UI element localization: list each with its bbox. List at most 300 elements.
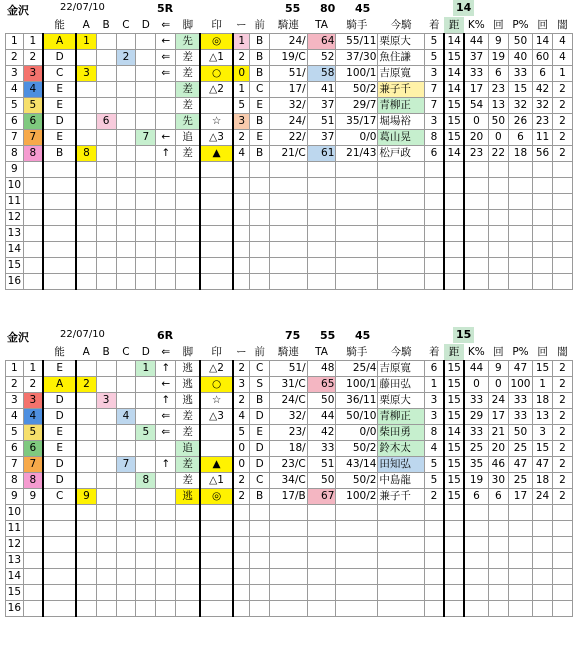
table-row[interactable]	[6, 34, 573, 50]
ability	[43, 194, 76, 210]
p-percent	[508, 569, 532, 585]
column-header-ta-score: TA	[315, 345, 328, 358]
pre-rank: C	[250, 361, 270, 377]
jockey-name	[378, 505, 424, 521]
table-row[interactable]	[6, 146, 573, 162]
empty-row	[6, 521, 573, 537]
pre-rank	[250, 178, 270, 194]
col-d	[136, 194, 156, 210]
race-number: 6R	[157, 329, 174, 342]
ta-score	[307, 537, 336, 553]
dark: 2	[553, 114, 573, 130]
column-header-prediction-mark: 印	[211, 18, 222, 31]
col-a	[76, 162, 96, 178]
k-percent	[464, 178, 488, 194]
p-percent: 47	[508, 361, 532, 377]
jockey-combo	[270, 242, 308, 258]
ability: A	[43, 377, 76, 393]
prediction-mark	[200, 521, 233, 537]
col-d	[136, 377, 156, 393]
col-b	[96, 553, 116, 569]
jockey-record: 50/2	[336, 82, 378, 98]
p-percent: 33	[508, 66, 532, 82]
p-percent	[508, 226, 532, 242]
col-b	[96, 194, 116, 210]
col-a	[76, 274, 96, 290]
prediction-mark	[200, 425, 233, 441]
venue-name: 金沢	[7, 331, 29, 344]
leg-style: 逃	[176, 361, 200, 377]
p-percent: 47	[508, 457, 532, 473]
column-header-ability: 能	[54, 18, 65, 31]
waku-no: 7	[23, 130, 43, 146]
jockey-combo: 51/	[270, 361, 308, 377]
finish	[424, 178, 444, 194]
col-b	[96, 585, 116, 601]
dark	[553, 521, 573, 537]
score-1: 75	[285, 329, 301, 342]
col-d: 1	[136, 361, 156, 377]
m1: 3	[233, 114, 250, 130]
count-1	[488, 258, 508, 274]
p-percent: 40	[508, 50, 532, 66]
col-d	[136, 34, 156, 50]
p-percent	[508, 258, 532, 274]
column-header-finish: 着	[429, 345, 440, 358]
col-a: 9	[76, 489, 96, 505]
dark	[553, 210, 573, 226]
horse-no: 4	[6, 409, 24, 425]
empty-row	[6, 162, 573, 178]
jockey-name: 吉原寛	[378, 361, 424, 377]
finish: 6	[424, 146, 444, 162]
p-percent: 100	[508, 377, 532, 393]
arrow	[156, 569, 176, 585]
col-c	[116, 146, 136, 162]
jockey-record	[336, 601, 378, 617]
jockey-combo	[270, 210, 308, 226]
col-c	[116, 114, 136, 130]
col-a: 2	[76, 377, 96, 393]
race-table	[5, 17, 573, 290]
horse-no: 2	[6, 50, 24, 66]
m1	[233, 274, 250, 290]
count-1	[488, 242, 508, 258]
count-1	[488, 226, 508, 242]
empty-row	[6, 601, 573, 617]
prediction-mark: ☆	[200, 393, 233, 409]
leg-style: 差	[176, 409, 200, 425]
jockey-name: 柴田勇	[378, 425, 424, 441]
col-b	[96, 130, 116, 146]
pre-rank	[250, 585, 270, 601]
horse-no: 9	[6, 162, 24, 178]
pre-rank	[250, 242, 270, 258]
waku-no	[23, 274, 43, 290]
ability	[43, 505, 76, 521]
finish: 2	[424, 489, 444, 505]
jockey-name	[378, 178, 424, 194]
distance	[444, 162, 464, 178]
jockey-combo	[270, 162, 308, 178]
table-row[interactable]	[6, 409, 573, 425]
finish: 3	[424, 66, 444, 82]
column-header-col-c: C	[122, 345, 130, 358]
venue-name: 金沢	[7, 4, 29, 17]
jockey-combo	[270, 178, 308, 194]
prediction-mark: △1	[200, 50, 233, 66]
col-c	[116, 521, 136, 537]
column-header-pre-rank: 前	[254, 345, 265, 358]
ta-score: 51	[307, 457, 336, 473]
jockey-record	[336, 226, 378, 242]
column-header-horse-no	[6, 17, 24, 34]
col-c	[116, 66, 136, 82]
dark: 4	[553, 34, 573, 50]
pre-rank	[250, 553, 270, 569]
horse-no: 15	[6, 585, 24, 601]
prediction-mark	[200, 242, 233, 258]
arrow	[156, 585, 176, 601]
leg-style: 先	[176, 34, 200, 50]
horse-no: 7	[6, 130, 24, 146]
distance-badge: 15	[453, 327, 474, 343]
jockey-record	[336, 162, 378, 178]
waku-no	[23, 210, 43, 226]
col-c	[116, 274, 136, 290]
jockey-combo: 23/	[270, 425, 308, 441]
col-c	[116, 393, 136, 409]
col-a	[76, 114, 96, 130]
count-1: 17	[488, 409, 508, 425]
jockey-combo	[270, 258, 308, 274]
waku-no	[23, 553, 43, 569]
jockey-combo	[270, 537, 308, 553]
p-percent: 25	[508, 441, 532, 457]
dark	[553, 162, 573, 178]
jockey-name	[378, 585, 424, 601]
distance	[444, 505, 464, 521]
arrow: ⇐	[156, 409, 176, 425]
ability: B	[43, 146, 76, 162]
table-row[interactable]	[6, 473, 573, 489]
table-row[interactable]	[6, 457, 573, 473]
horse-no: 2	[6, 377, 24, 393]
distance	[444, 274, 464, 290]
dark	[553, 194, 573, 210]
count-1: 13	[488, 98, 508, 114]
col-c	[116, 377, 136, 393]
finish: 8	[424, 425, 444, 441]
m1	[233, 569, 250, 585]
jockey-combo: 24/	[270, 114, 308, 130]
k-percent	[464, 601, 488, 617]
prediction-mark: ☆	[200, 114, 233, 130]
column-header-col-b: B	[102, 345, 110, 358]
column-header-col-b: B	[102, 18, 110, 31]
column-header-row	[6, 17, 573, 34]
column-header-jockey-name: 今騎	[390, 345, 412, 358]
column-header-waku-no	[23, 344, 43, 361]
col-d	[136, 178, 156, 194]
jockey-name: 鈴木太	[378, 441, 424, 457]
count-2	[533, 601, 553, 617]
k-percent	[464, 521, 488, 537]
prediction-mark: ◎	[200, 489, 233, 505]
col-b: 6	[96, 114, 116, 130]
distance: 15	[444, 473, 464, 489]
col-c: 2	[116, 50, 136, 66]
table-row[interactable]	[6, 98, 573, 114]
arrow	[156, 537, 176, 553]
jockey-combo	[270, 274, 308, 290]
jockey-record: 43/14	[336, 457, 378, 473]
table-row[interactable]	[6, 425, 573, 441]
finish: 7	[424, 82, 444, 98]
distance: 14	[444, 425, 464, 441]
distance: 14	[444, 66, 464, 82]
prediction-mark: △3	[200, 409, 233, 425]
prediction-mark: △2	[200, 82, 233, 98]
count-1: 0	[488, 377, 508, 393]
ta-score	[307, 242, 336, 258]
jockey-record	[336, 537, 378, 553]
waku-no	[23, 258, 43, 274]
col-a: 8	[76, 146, 96, 162]
leg-style: 先	[176, 114, 200, 130]
p-percent	[508, 178, 532, 194]
col-a	[76, 537, 96, 553]
horse-no: 16	[6, 601, 24, 617]
column-header-arrow: ⇐	[161, 345, 171, 358]
arrow	[156, 178, 176, 194]
col-d	[136, 242, 156, 258]
m1: 2	[233, 393, 250, 409]
dark	[553, 505, 573, 521]
count-1: 6	[488, 489, 508, 505]
distance	[444, 537, 464, 553]
ta-score	[307, 601, 336, 617]
horse-no: 13	[6, 553, 24, 569]
table-row[interactable]	[6, 361, 573, 377]
k-percent: 20	[464, 130, 488, 146]
ability: C	[43, 489, 76, 505]
table-row[interactable]	[6, 393, 573, 409]
finish: 5	[424, 34, 444, 50]
count-1: 46	[488, 457, 508, 473]
finish: 4	[424, 441, 444, 457]
empty-row	[6, 569, 573, 585]
ability: E	[43, 130, 76, 146]
jockey-name: 藤田弘	[378, 377, 424, 393]
k-percent: 54	[464, 98, 488, 114]
m1: 0	[233, 66, 250, 82]
horse-no: 11	[6, 521, 24, 537]
finish	[424, 210, 444, 226]
m1: 3	[233, 377, 250, 393]
column-header-distance: 距	[444, 17, 464, 34]
m1	[233, 210, 250, 226]
col-c	[116, 194, 136, 210]
col-b	[96, 377, 116, 393]
table-row[interactable]	[6, 377, 573, 393]
dark: 2	[553, 130, 573, 146]
col-b	[96, 146, 116, 162]
waku-no: 7	[23, 457, 43, 473]
k-percent: 44	[464, 34, 488, 50]
pre-rank	[250, 601, 270, 617]
distance: 15	[444, 98, 464, 114]
finish: 3	[424, 114, 444, 130]
arrow: ↑	[156, 146, 176, 162]
empty-row	[6, 505, 573, 521]
distance	[444, 569, 464, 585]
dark	[553, 258, 573, 274]
table-row[interactable]	[6, 441, 573, 457]
race-date: 22/07/10	[60, 2, 105, 13]
jockey-name	[378, 569, 424, 585]
distance: 15	[444, 114, 464, 130]
ability	[43, 521, 76, 537]
col-d	[136, 98, 156, 114]
count-1	[488, 585, 508, 601]
col-d	[136, 210, 156, 226]
col-b	[96, 457, 116, 473]
dark	[553, 226, 573, 242]
jockey-record	[336, 194, 378, 210]
leg-style: 逃	[176, 377, 200, 393]
ta-score	[307, 194, 336, 210]
waku-no	[23, 226, 43, 242]
count-1	[488, 521, 508, 537]
arrow: ←	[156, 34, 176, 50]
ability	[43, 601, 76, 617]
horse-no: 8	[6, 473, 24, 489]
ability	[43, 242, 76, 258]
arrow	[156, 98, 176, 114]
jockey-combo: 31/C	[270, 377, 308, 393]
jockey-record	[336, 242, 378, 258]
prediction-mark	[200, 553, 233, 569]
finish	[424, 553, 444, 569]
count-1	[488, 601, 508, 617]
waku-no: 3	[23, 393, 43, 409]
waku-no: 2	[23, 377, 43, 393]
prediction-mark	[200, 601, 233, 617]
horse-no: 12	[6, 537, 24, 553]
col-c	[116, 473, 136, 489]
leg-style: 追	[176, 130, 200, 146]
ta-score	[307, 178, 336, 194]
jockey-name: 田知弘	[378, 457, 424, 473]
jockey-name	[378, 537, 424, 553]
column-header-count-1: 回	[493, 18, 504, 31]
dark: 2	[553, 98, 573, 114]
k-percent: 19	[464, 473, 488, 489]
jockey-name	[378, 274, 424, 290]
ta-score: 64	[307, 34, 336, 50]
col-d	[136, 162, 156, 178]
count-2: 15	[533, 441, 553, 457]
jockey-record: 37/30	[336, 50, 378, 66]
finish: 5	[424, 50, 444, 66]
prediction-mark	[200, 274, 233, 290]
waku-no: 2	[23, 50, 43, 66]
jockey-combo: 34/C	[270, 473, 308, 489]
arrow	[156, 210, 176, 226]
k-percent	[464, 210, 488, 226]
score-3: 45	[355, 2, 371, 15]
table-row[interactable]	[6, 130, 573, 146]
score-2: 80	[320, 2, 336, 15]
prediction-mark	[200, 258, 233, 274]
col-b	[96, 473, 116, 489]
column-header-prediction-mark: 印	[211, 345, 222, 358]
column-header-dark: 闇	[557, 345, 568, 358]
leg-style	[176, 521, 200, 537]
count-2: 23	[533, 114, 553, 130]
jockey-combo	[270, 194, 308, 210]
ta-score	[307, 258, 336, 274]
jockey-combo: 23/C	[270, 457, 308, 473]
count-1	[488, 274, 508, 290]
table-row[interactable]	[6, 66, 573, 82]
m1: 0	[233, 457, 250, 473]
ta-score	[307, 569, 336, 585]
jockey-record	[336, 274, 378, 290]
race-table	[5, 344, 573, 617]
count-1: 6	[488, 66, 508, 82]
finish	[424, 274, 444, 290]
horse-no: 6	[6, 441, 24, 457]
k-percent: 33	[464, 66, 488, 82]
arrow	[156, 521, 176, 537]
count-2: 13	[533, 409, 553, 425]
prediction-mark	[200, 505, 233, 521]
table-row[interactable]	[6, 489, 573, 505]
col-c: 7	[116, 457, 136, 473]
finish: 5	[424, 457, 444, 473]
jockey-record: 50/2	[336, 441, 378, 457]
p-percent	[508, 505, 532, 521]
race-header	[5, 327, 573, 344]
horse-no: 7	[6, 457, 24, 473]
col-a	[76, 553, 96, 569]
m1	[233, 505, 250, 521]
table-row[interactable]	[6, 50, 573, 66]
pre-rank: D	[250, 441, 270, 457]
jockey-record	[336, 210, 378, 226]
m1	[233, 178, 250, 194]
count-2	[533, 569, 553, 585]
dark	[553, 569, 573, 585]
count-2	[533, 194, 553, 210]
count-1	[488, 178, 508, 194]
jockey-combo: 17/B	[270, 489, 308, 505]
jockey-name: 栗原大	[378, 34, 424, 50]
table-row[interactable]	[6, 82, 573, 98]
horse-no: 1	[6, 361, 24, 377]
distance: 15	[444, 441, 464, 457]
ta-score: 51	[307, 114, 336, 130]
jockey-name	[378, 162, 424, 178]
leg-style	[176, 210, 200, 226]
finish	[424, 194, 444, 210]
pre-rank: D	[250, 409, 270, 425]
leg-style	[176, 537, 200, 553]
table-row[interactable]	[6, 114, 573, 130]
arrow: ⇐	[156, 425, 176, 441]
